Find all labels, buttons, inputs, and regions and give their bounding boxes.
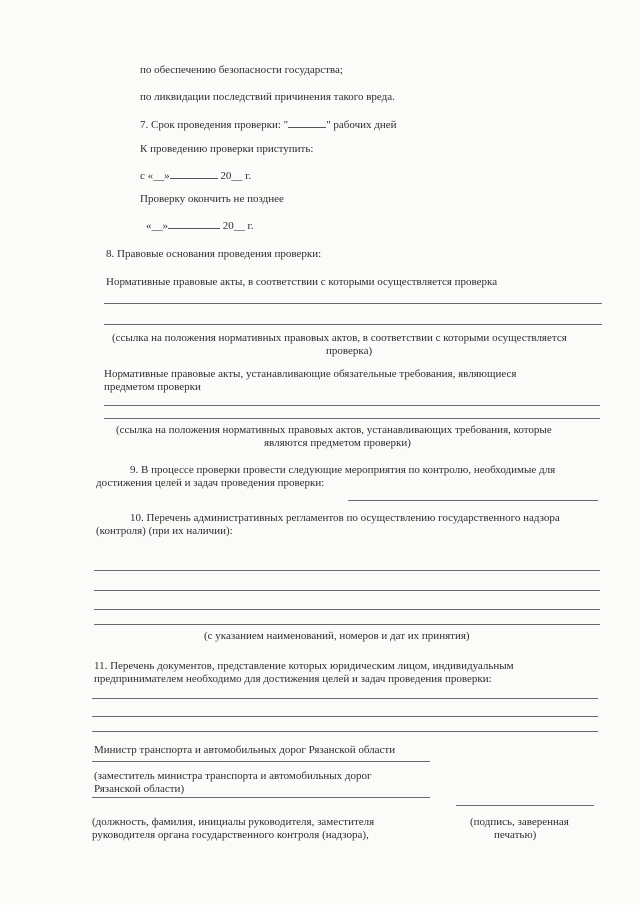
text-line: по обеспечению безопасности государства; (140, 64, 343, 76)
signature-line (456, 805, 594, 806)
caption-line: проверка) (326, 345, 373, 357)
start-date-line (140, 168, 251, 183)
text-line: Нормативные правовые акты, устанавливающие обязательные требования, являющиеся (104, 368, 517, 380)
text-line: по ликвидации последствий причинения такого вреда. (140, 91, 395, 103)
inspection-term-label: 7. Срок проведения проверки: " (140, 119, 289, 131)
date-day: «__» (146, 220, 168, 232)
signature-caption: (подпись, заверенная (470, 816, 569, 828)
caption-line: руководителя органа государственного контроля (надзора), (92, 829, 369, 841)
underline (92, 698, 598, 699)
underline (92, 797, 430, 798)
text-line: предпринимателем необходимо для достижения целей и задач проведения проверки: (94, 673, 492, 685)
caption-line: (должность, фамилия, инициалы руководителя, заместителя (92, 816, 375, 828)
date-year: 20__ г. (220, 170, 252, 182)
caption-line: Рязанской области) (94, 783, 185, 795)
underline (92, 731, 598, 732)
section-heading: 10. Перечень административных регламентов по осуществлению государственного надзора (130, 512, 560, 524)
caption-line: являются предметом проверки) (264, 437, 411, 449)
signature-caption: печатью) (494, 829, 537, 841)
text-line: Нормативные правовые акты, в соответствии с которыми осуществляется проверка (106, 276, 498, 288)
text-line: достижения целей и задач проведения проверки: (96, 477, 325, 489)
underline (104, 303, 602, 304)
underline (94, 609, 600, 610)
text-line: (контроля) (при их наличии): (96, 525, 233, 537)
underline (104, 418, 600, 419)
underline (92, 761, 430, 762)
inspection-term-line (140, 117, 397, 132)
section-heading: 11. Перечень документов, представление которых юридическим лицом, индивидуальным (94, 660, 514, 672)
date-year: 20__ г. (222, 220, 254, 232)
section-heading: 8. Правовые основания проведения проверки: (106, 248, 322, 260)
underline (348, 500, 598, 501)
end-date-line (146, 218, 254, 233)
underline (104, 405, 600, 406)
inspection-term-unit: " рабочих дней (326, 119, 397, 131)
caption-line: (ссылка на положения нормативных правовых актов, в соответствии с которыми осуществляется (112, 332, 567, 344)
underline (92, 716, 598, 717)
blank-field (170, 168, 218, 179)
underline (94, 590, 600, 591)
underline (104, 324, 602, 325)
underline (94, 624, 600, 625)
underline (94, 570, 600, 571)
blank-field (168, 218, 220, 229)
blank-field (288, 117, 326, 128)
caption-line: (с указанием наименований, номеров и дат их принятия) (204, 630, 470, 642)
caption-line: (ссылка на положения нормативных правовых актов, устанавливающих требования, которые (116, 424, 552, 436)
date-day: с «__» (140, 170, 170, 182)
text-line: К проведению проверки приступить: (140, 143, 314, 155)
text-line: Проверку окончить не позднее (140, 193, 284, 205)
section-heading: 9. В процессе проверки провести следующие мероприятия по контролю, необходимые для (130, 464, 556, 476)
caption-line: (заместитель министра транспорта и автомобильных дорог (94, 770, 372, 782)
text-line: предметом проверки (104, 381, 201, 393)
official-title: Министр транспорта и автомобильных дорог Рязанской области (94, 744, 396, 756)
